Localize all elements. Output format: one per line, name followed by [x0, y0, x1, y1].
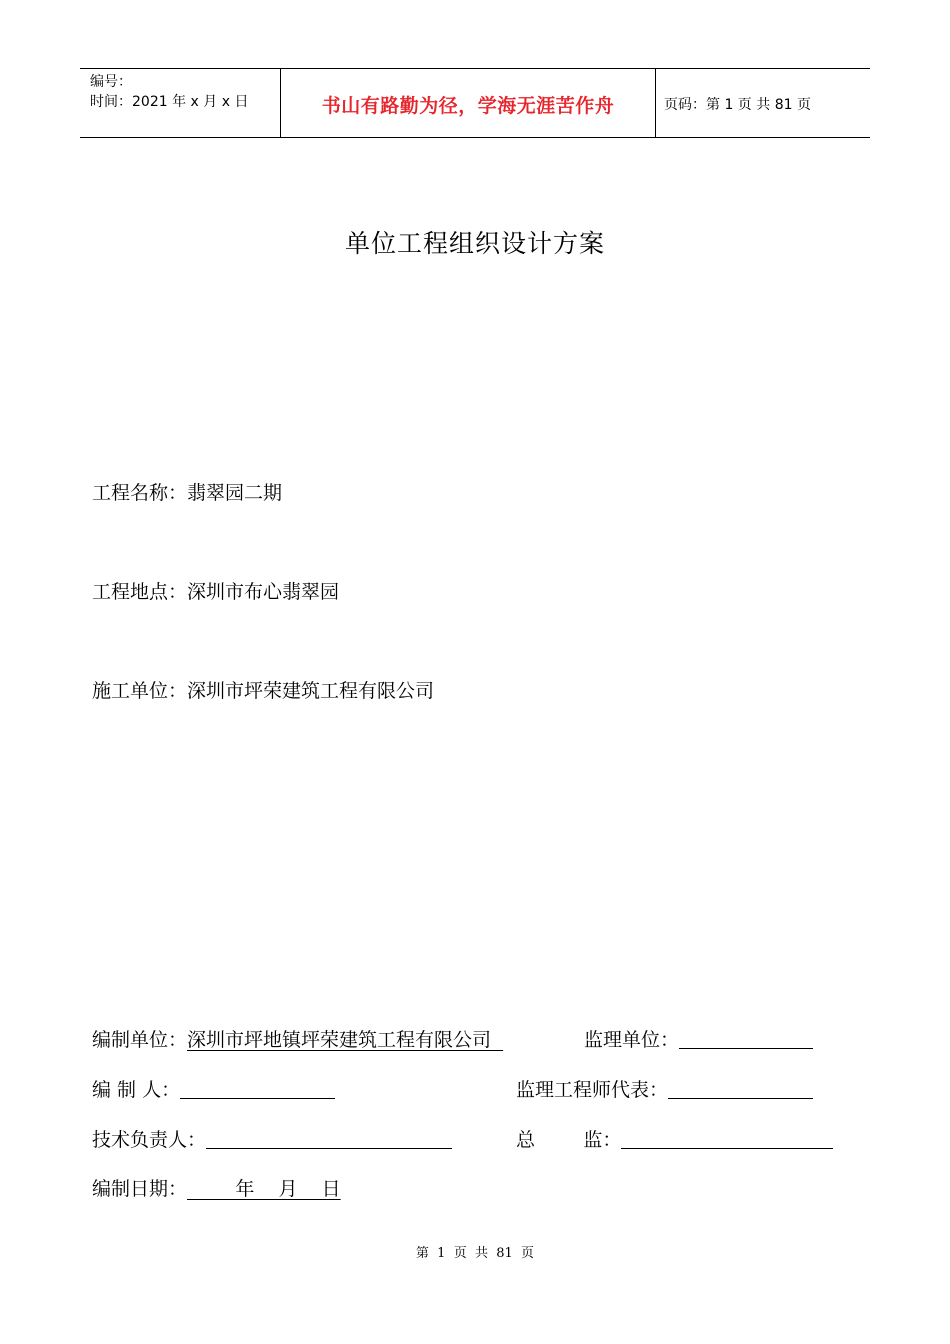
tech-lead-blank [206, 1130, 452, 1149]
supervising-engineer-row [516, 1075, 813, 1102]
page-footer: 第 1 页 共 81 页 [415, 1246, 535, 1261]
motto: 书山有路勤为径，学海无涯苦作舟 [321, 95, 615, 117]
supervision-unit-label: 监理单位： [584, 1029, 680, 1051]
tech-lead-label: 技术负责人： [92, 1129, 207, 1151]
project-name: 工程名称：翡翠园二期 [92, 482, 283, 504]
date-value: 年 月 日 [187, 1178, 341, 1200]
header-page-cell [655, 69, 870, 137]
date-label: 编制日期： [92, 1178, 188, 1200]
project-contractor: 施工单位：深圳市坪荣建筑工程有限公司 [92, 680, 435, 702]
compiler-unit-value: 深圳市坪地镇坪荣建筑工程有限公司 [187, 1029, 492, 1051]
time-label: 时间：2021 年 x 月 x 日 [90, 94, 249, 110]
number-label: 编号： [90, 74, 132, 90]
project-location: 工程地点：深圳市布心翡翠园 [92, 581, 340, 603]
supervision-unit-row [584, 1025, 813, 1052]
supervising-engineer-label: 监理工程师代表： [516, 1079, 669, 1101]
tech-lead-row [92, 1125, 452, 1152]
compiler-unit-row [92, 1025, 503, 1052]
page-info: 页码：第 1 页 共 81 页 [664, 97, 811, 113]
header-meta-cell [80, 69, 280, 137]
compiler-unit-label: 编制单位： [92, 1029, 188, 1051]
date-row [92, 1174, 341, 1201]
chief-blank [621, 1130, 833, 1149]
chief-label: 总 监： [516, 1129, 622, 1151]
chief-row [516, 1125, 833, 1152]
supervision-unit-blank [679, 1030, 813, 1049]
document-title: 单位工程组织设计方案 [344, 229, 605, 258]
header-motto-cell [280, 69, 656, 137]
compiler-label: 编 制 人： [92, 1079, 181, 1101]
page-header [80, 68, 870, 138]
compiler-blank [180, 1080, 335, 1099]
supervising-engineer-blank [668, 1080, 813, 1099]
compiler-row [92, 1075, 335, 1102]
